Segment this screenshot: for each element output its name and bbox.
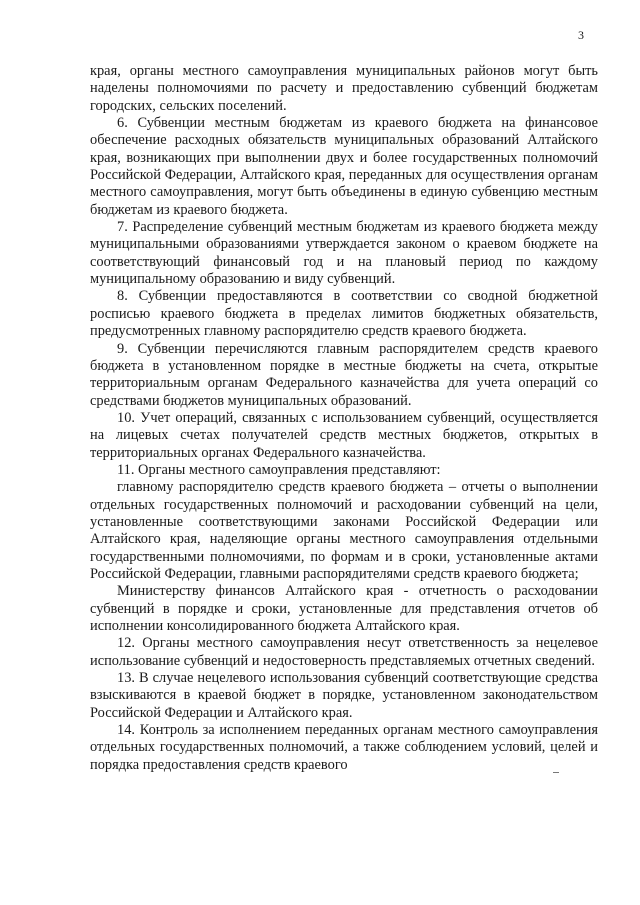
paragraph-9: 9. Субвенции перечисляются главным распорядителем средств краевого бюджета в установленном порядке в местные бюджеты на счета, открытые территориальным органам Федерального казначейства для учета операций со средствами бюджетов муниципальных образований. bbox=[90, 340, 598, 409]
paragraph-11-item-1: главному распорядителю средств краевого бюджета – отчеты о выполнении отдельных государственных полномочий и расходовании субвенций на цели, установленные соответствующими законами Российской Федерации или Алтайского края, наделяющие органы местного самоуправления отдельными государственными полномочиями, по формам и в сроки, установленные актами Российской Федерации, главными распорядителями средств краевого бюджета; bbox=[90, 479, 598, 582]
paragraph-10: 10. Учет операций, связанных с использованием субвенций, осуществляется на лицевых счетах получателей средств местных бюджетов, открытых в территориальных органах Федерального казначейства. bbox=[90, 409, 598, 461]
scan-artifact-mark bbox=[553, 772, 559, 773]
paragraph-11: 11. Органы местного самоуправления представляют: bbox=[117, 461, 441, 478]
paragraph-8: 8. Субвенции предоставляются в соответствии со сводной бюджетной росписью краевого бюджета в пределах лимитов бюджетных обязательств, предусмотренных главному распорядителю средств краевого бюджета. bbox=[90, 288, 598, 340]
paragraph-11-item-2: Министерству финансов Алтайского края - отчетность о расходовании субвенций в порядке и сроки, установленные для представления отчетов об исполнении консолидированного бюджета Алтайского края. bbox=[90, 583, 598, 634]
paragraph-continuation: края, органы местного самоуправления муниципальных районов могут быть наделены полномочиями по расчету и предоставлению субвенций бюджетам городских, сельских поселений. bbox=[90, 63, 598, 114]
paragraph-7: 7. Распределение субвенций местным бюджетам из краевого бюджета между муниципальными образованиями утверждается законом о краевом бюджете на соответствующий финансовый год и на плановый период по каждому муниципальному образованию и виду субвенций. bbox=[90, 219, 598, 288]
paragraph-13: 13. В случае нецелевого использования субвенций соответствующие средства взыскиваются в краевой бюджет в порядке, установленном законодательством Российской Федерации и Алтайского края. bbox=[90, 670, 598, 721]
page-number: 3 bbox=[578, 28, 585, 42]
paragraph-14: 14. Контроль за исполнением переданных органам местного самоуправления отдельных государственных полномочий, а также соблюдением условий, целей и порядка предоставления средств краевого bbox=[90, 722, 598, 773]
paragraph-6: 6. Субвенции местным бюджетам из краевого бюджета на финансовое обеспечение расходных обязательств муниципальных образований Алтайского края, возникающих при выполнении двух и более государственных полномочий Российской Федерации, Алтайского края, переданных для осуществления органам местного самоуправления, могут быть объединены в единую субвенцию местным бюджетам из краевого бюджета. bbox=[90, 115, 598, 218]
document-body bbox=[90, 63, 598, 774]
paragraph-12: 12. Органы местного самоуправления несут ответственность за нецелевое использование субвенций и недостоверность представляемых отчетных сведений. bbox=[90, 635, 598, 669]
